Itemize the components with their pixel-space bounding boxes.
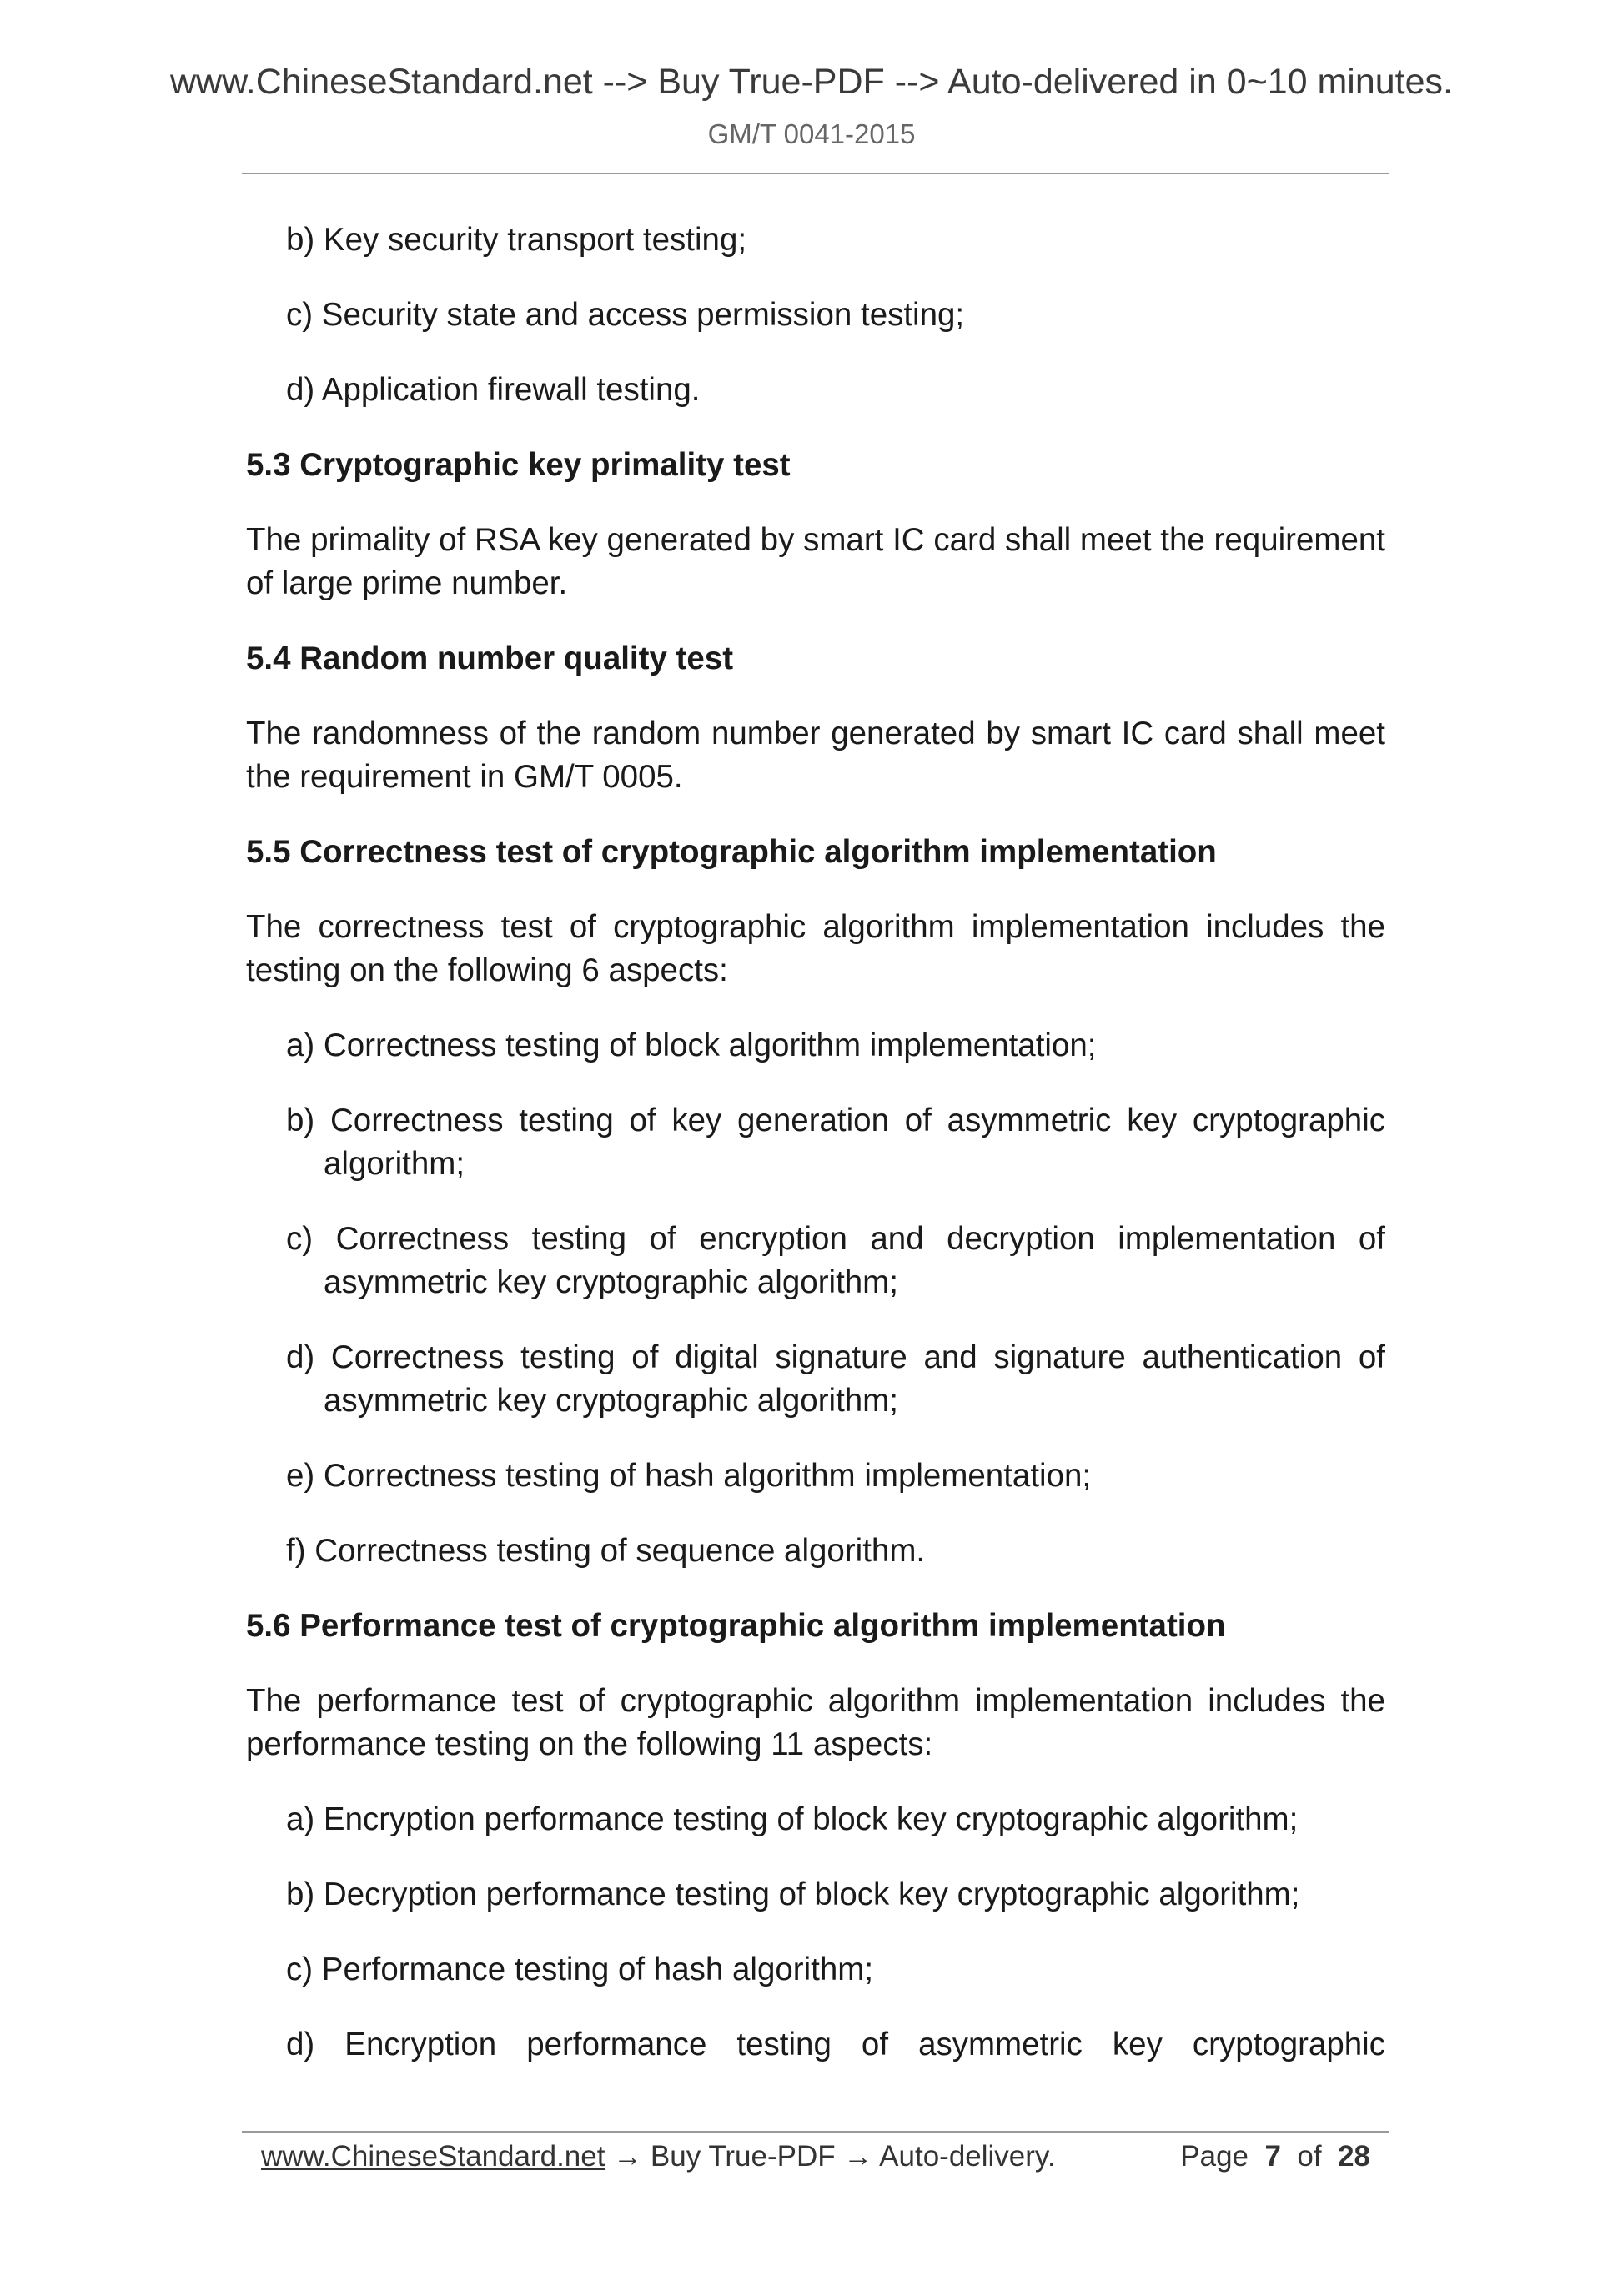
standard-code: GM/T 0041-2015	[707, 118, 916, 149]
list-item: a) Encryption performance testing of block key cryptographic algorithm;	[286, 1801, 1299, 1837]
page-label: Page	[1180, 2140, 1249, 2173]
footer-promo-text: → Buy True-PDF → Auto-delivery.	[605, 2140, 1056, 2173]
page-total: 28	[1338, 2140, 1370, 2173]
section-body-5-4: The randomness of the random number generated by smart IC card shall meet the requirement in GM/T 0005.	[246, 716, 1385, 795]
section-body-5-3: The primality of RSA key generated by smart IC card shall meet the requirement of large prime number.	[246, 522, 1385, 601]
list-item: c) Performance testing of hash algorithm;	[286, 1952, 874, 1987]
list-item: c) Security state and access permission testing;	[286, 297, 965, 333]
section-heading-5-4: 5.4 Random number quality test	[246, 641, 734, 676]
list-item: a) Correctness testing of block algorithm implementation;	[286, 1027, 1097, 1063]
document-body	[246, 219, 1385, 2098]
list-item: d) Application firewall testing.	[286, 372, 701, 408]
list-item: b) Correctness testing of key generation of asymmetric key cryptographic algorithm;	[286, 1103, 1385, 1182]
list-item: f) Correctness testing of sequence algorithm.	[286, 1533, 926, 1569]
of-label: of	[1297, 2140, 1322, 2173]
section-body-5-6: The performance test of cryptographic algorithm implementation includes the performance testing on the following 11 aspects:	[246, 1683, 1385, 1762]
header-banner: www.ChineseStandard.net --> Buy True-PDF --> Auto-delivered in 0~10 minutes.	[169, 62, 1453, 102]
footer-promo	[261, 2138, 1056, 2175]
page-number	[1180, 2138, 1370, 2175]
header-divider	[242, 173, 1389, 174]
list-item: d) Encryption performance testing of asymmetric key cryptographic	[286, 2027, 1385, 2062]
page-current: 7	[1264, 2140, 1281, 2173]
section-heading-5-3: 5.3 Cryptographic key primality test	[246, 447, 791, 483]
section-heading-5-5: 5.5 Correctness test of cryptographic algorithm implementation	[246, 834, 1217, 870]
list-item: b) Decryption performance testing of block key cryptographic algorithm;	[286, 1876, 1300, 1912]
footer-site-link[interactable]: www.ChineseStandard.net	[261, 2140, 605, 2173]
list-item: c) Correctness testing of encryption and decryption implementation of asymmetric key cryptographic algorithm;	[286, 1221, 1385, 1300]
section-heading-5-6: 5.6 Performance test of cryptographic algorithm implementation	[246, 1608, 1226, 1644]
list-item: b) Key security transport testing;	[286, 222, 747, 258]
section-body-5-5: The correctness test of cryptographic algorithm implementation includes the testing on the following 6 aspects:	[246, 909, 1385, 988]
list-item: e) Correctness testing of hash algorithm implementation;	[286, 1458, 1092, 1494]
footer-divider	[242, 2131, 1389, 2133]
list-item: d) Correctness testing of digital signature and signature authentication of asymmetric key cryptographic algorithm;	[286, 1339, 1385, 1419]
